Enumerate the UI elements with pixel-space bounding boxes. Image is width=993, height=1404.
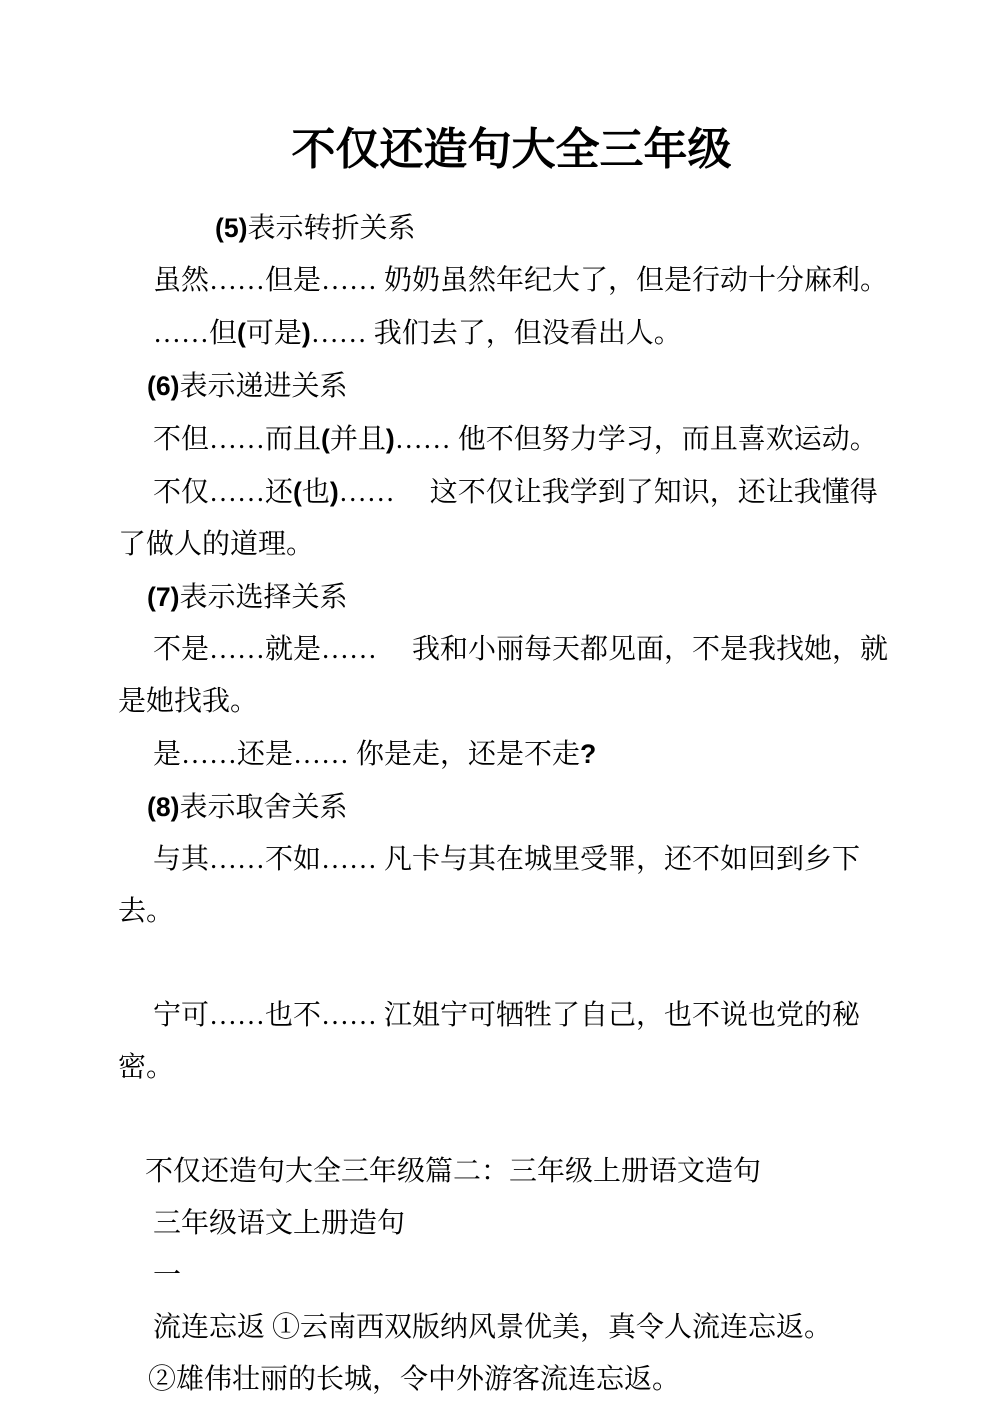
part2-example-1: 流连忘返 ①云南西双版纳风景优美，真令人流连忘返。 (153, 1312, 833, 1343)
part2-subheading: 三年级语文上册造句 (153, 1208, 406, 1239)
section-6-example-2: 不仅……还(也)…… 这不仅让我学到了知识，还让我懂得了做人的道理。 (118, 477, 878, 560)
latin-glyphs: ) (385, 424, 395, 454)
latin-glyphs: ( (293, 477, 302, 507)
latin-glyphs: ) (301, 318, 311, 348)
section-8-example-2: 宁可……也不…… 江姐宁可牺牲了自己，也不说也党的秘密。 (118, 1000, 861, 1083)
section-5-example-2: ……但(可是)…… 我们去了，但没看出人。 (153, 318, 682, 349)
section-6-heading: (6)表示递进关系 (147, 371, 348, 402)
latin-glyphs: ) (329, 477, 339, 507)
section-5-heading: (5)表示转折关系 (215, 213, 416, 244)
section-8-heading: (8)表示取舍关系 (147, 792, 348, 823)
section-7-heading: (7)表示选择关系 (147, 582, 348, 613)
latin-glyphs: (6) (147, 371, 180, 401)
section-7-example-2: 是……还是…… 你是走，还是不走? (153, 739, 597, 770)
part2-example-2: ②雄伟壮丽的长城，令中外游客流连忘返。 (148, 1364, 681, 1395)
part2-heading: 不仅还造句大全三年级篇二：三年级上册语文造句 (145, 1156, 762, 1187)
latin-glyphs: ( (237, 318, 246, 348)
page-title: 不仅还造句大全三年级 (291, 125, 732, 174)
section-5-example-1: 虽然……但是…… 奶奶虽然年纪大了，但是行动十分麻利。 (153, 265, 889, 296)
latin-glyphs: (5) (215, 213, 248, 243)
section-7-example-1: 不是……就是…… 我和小丽每天都见面，不是我找她，就是她找我。 (118, 634, 889, 717)
latin-glyphs: (7) (147, 582, 180, 612)
latin-glyphs: ? (580, 739, 597, 769)
part2-list-marker: 一 (153, 1260, 182, 1291)
section-6-example-1: 不但……而且(并且)…… 他不但努力学习，而且喜欢运动。 (153, 424, 878, 455)
latin-glyphs: ( (321, 424, 330, 454)
section-8-example-1: 与其……不如…… 凡卡与其在城里受罪，还不如回到乡下去。 (118, 844, 861, 927)
latin-glyphs: (8) (147, 792, 180, 822)
